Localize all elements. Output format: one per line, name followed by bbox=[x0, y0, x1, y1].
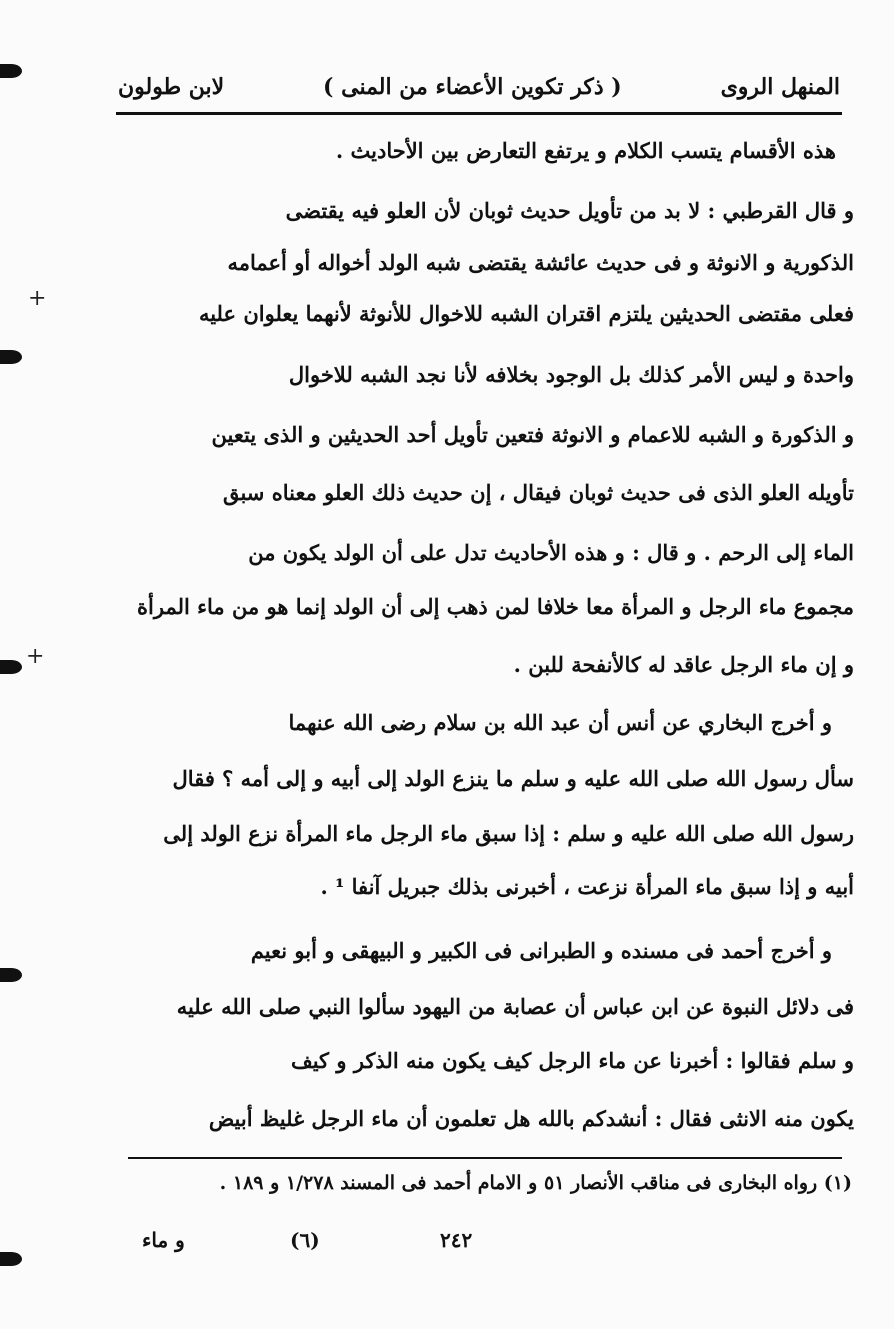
binding-mark bbox=[0, 1252, 22, 1266]
binding-mark bbox=[0, 350, 22, 364]
margin-mark: + bbox=[28, 286, 47, 311]
page-number: ٢٤٢ bbox=[440, 1228, 473, 1252]
text-line: يكون منه الانثى فقال : أنشدكم بالله هل تعلمون أن ماء الرجل غليظ أبيض bbox=[208, 1106, 854, 1131]
binding-mark bbox=[0, 660, 22, 674]
header-author: لابن طولون bbox=[118, 74, 225, 100]
text-line: مجموع ماء الرجل و المرأة معا خلافا لمن ذهب إلى أن الولد إنما هو من ماء المرأة bbox=[137, 594, 854, 619]
binding-mark bbox=[0, 968, 22, 982]
text-line: و أخرج البخاري عن أنس أن عبد الله بن سلام رضى الله عنهما bbox=[288, 710, 832, 735]
text-line: و الذكورة و الشبه للاعمام و الانوثة فتعين تأويل أحد الحديثين و الذى يتعين bbox=[211, 422, 854, 447]
text-line: و سلم فقالوا : أخبرنا عن ماء الرجل كيف يكون منه الذكر و كيف bbox=[290, 1048, 854, 1073]
text-line: الذكورية و الانوثة و فى حديث عائشة يقتضى شبه الولد أخواله أو أعمامه bbox=[227, 250, 854, 275]
text-line: فى دلائل النبوة عن ابن عباس أن عصابة من اليهود سألوا النبي صلى الله عليه bbox=[176, 994, 854, 1019]
text-line: رسول الله صلى الله عليه و سلم : إذا سبق ماء الرجل ماء المرأة نزع الولد إلى bbox=[163, 821, 854, 846]
header-chapter-title: ( ذكر تكوين الأعضاء من المنى ) bbox=[323, 74, 622, 100]
text-line: و قال القرطبي : لا بد من تأويل حديث ثوبان لأن العلو فيه يقتضى bbox=[285, 198, 854, 223]
footnote-rule bbox=[128, 1157, 842, 1159]
text-line: و أخرج أحمد فى مسنده و الطبرانى فى الكبير و البيهقى و أبو نعيم bbox=[250, 938, 832, 963]
text-line: سأل رسول الله صلى الله عليه و سلم ما ينزع الولد إلى أبيه و إلى أمه ؟ فقال bbox=[172, 766, 854, 791]
text-line: فعلى مقتضى الحديثين يلتزم اقتران الشبه للاخوال للأنوثة لأنهما يعلوان عليه bbox=[198, 301, 854, 326]
text-line: و إن ماء الرجل عاقد له كالأنفحة للبن . bbox=[513, 652, 854, 677]
section-number: (٦) bbox=[290, 1228, 320, 1252]
footnote: (١) رواه البخارى فى مناقب الأنصار ٥١ و الامام أحمد فى المسند ١/٢٧٨ و ١٨٩ . bbox=[219, 1172, 852, 1194]
text-line: هذه الأقسام يتسب الكلام و يرتفع التعارض بين الأحاديث . bbox=[335, 138, 836, 163]
text-line: تأويله العلو الذى فى حديث ثوبان فيقال ، إن حديث ذلك العلو معناه سبق bbox=[222, 480, 854, 505]
header-rule bbox=[116, 112, 842, 115]
margin-mark: + bbox=[26, 644, 45, 669]
text-line: واحدة و ليس الأمر كذلك بل الوجود بخلافه لأنا نجد الشبه للاخوال bbox=[288, 362, 854, 387]
binding-mark bbox=[0, 64, 22, 78]
text-line: أبيه و إذا سبق ماء المرأة نزعت ، أخبرنى بذلك جبريل آنفا ¹ . bbox=[320, 874, 854, 899]
header-book-title: المنهل الروى bbox=[720, 74, 840, 100]
catchword: و ماء bbox=[142, 1228, 185, 1252]
running-header bbox=[118, 62, 840, 112]
text-line: الماء إلى الرحم . و قال : و هذه الأحاديث تدل على أن الولد يكون من bbox=[248, 540, 854, 565]
